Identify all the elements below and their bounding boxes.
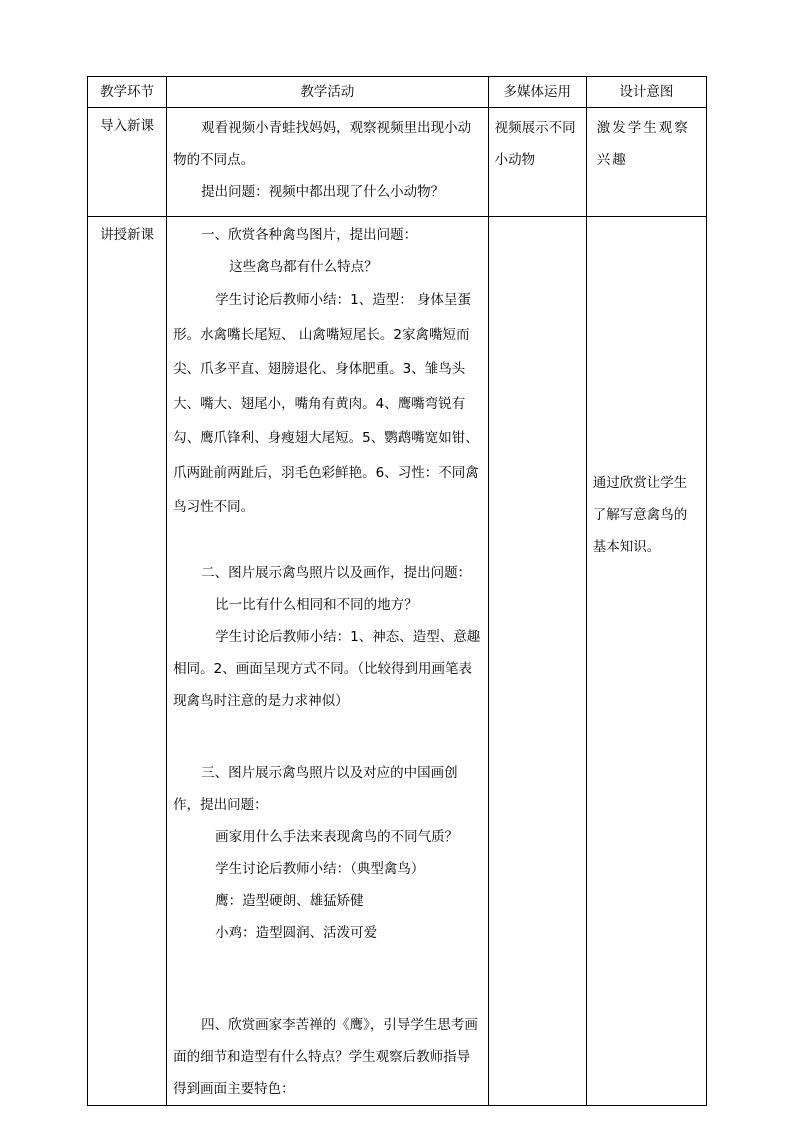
header-media: 多媒体运用 <box>488 77 586 108</box>
intro-activity-text-1: 观看视频小青蛙找妈妈，观察视频里出现小动物的不同点。 <box>173 120 472 168</box>
intro-stage: 导入新课 <box>88 108 167 217</box>
section-1-title: 一、欣赏各种禽鸟图片，提出问题： <box>201 227 418 243</box>
intro-activity <box>167 108 489 217</box>
section-3-question: 画家用什么手法来表现禽鸟的不同气质？ <box>215 828 459 845</box>
header-stage: 教学环节 <box>88 77 167 108</box>
section-4-text: 四、欣赏画家李苦禅的《鹰》，引导学生思考画面的细节和造型有什么特点？学生观察后教师指导得到画面主要特色： <box>173 1016 478 1097</box>
intro-row <box>88 108 707 217</box>
section-3-chick: 小鸡：造型圆润、活泼可爱 <box>215 924 378 941</box>
intro-activity-text-2: 提出问题：视频中都出现了什么小动物？ <box>201 184 445 200</box>
intro-media <box>488 108 586 217</box>
teaching-intent <box>586 217 706 1106</box>
section-1-question: 这些禽鸟都有什么特点？ <box>229 259 378 275</box>
teaching-row <box>88 217 707 1106</box>
teaching-intent-text: 通过欣赏让学生了解写意禽鸟的基本知识。 <box>592 475 688 555</box>
teaching-stage: 讲授新课 <box>88 217 167 1106</box>
section-2-summary: 学生讨论后教师小结：1、神态、造型、意趣相同。2、画面呈现方式不同。（比较得到用画笔表现禽鸟时注意的是力求神似） <box>173 628 481 709</box>
section-3-summary: 学生讨论后教师小结：（典型禽鸟） <box>215 860 425 877</box>
intro-media-text: 视频展示不同小动物 <box>494 120 576 168</box>
header-intent: 设计意图 <box>586 77 706 108</box>
section-2-title: 二、图片展示禽鸟照片以及画作，提出问题： <box>201 564 472 581</box>
header-activity: 教学活动 <box>167 77 489 108</box>
section-2-question: 比一比有什么相同和不同的地方？ <box>215 596 418 613</box>
header-row <box>88 77 707 108</box>
intro-intent <box>586 108 706 217</box>
section-1-summary: 学生讨论后教师小结：1、造型： 身体呈蛋形。水禽嘴长尾短、 山禽嘴短尾长。2家禽嘴短而尖、爪多平直、翅膀退化、身体肥重。3、雏鸟头大、嘴大、翅尾小，嘴角有黄肉。4、鹰嘴弯锐有勾、鹰爪锋利、身瘦翅大尾短。5、鹦鹉嘴宽如钳、爪两趾前两趾后，羽毛色彩鲜艳。6、习性：不同禽鸟习性不同。 <box>173 292 479 515</box>
section-3-title: 三、图片展示禽鸟照片以及对应的中国画创作，提出问题： <box>173 764 458 813</box>
teaching-activity <box>167 217 489 1106</box>
intro-intent-text: 激发学生观察兴趣 <box>596 120 690 168</box>
lesson-plan-table <box>87 76 707 1106</box>
teaching-media <box>488 217 586 1106</box>
section-3-eagle: 鹰：造型硬朗、雄猛矫健 <box>215 892 364 909</box>
